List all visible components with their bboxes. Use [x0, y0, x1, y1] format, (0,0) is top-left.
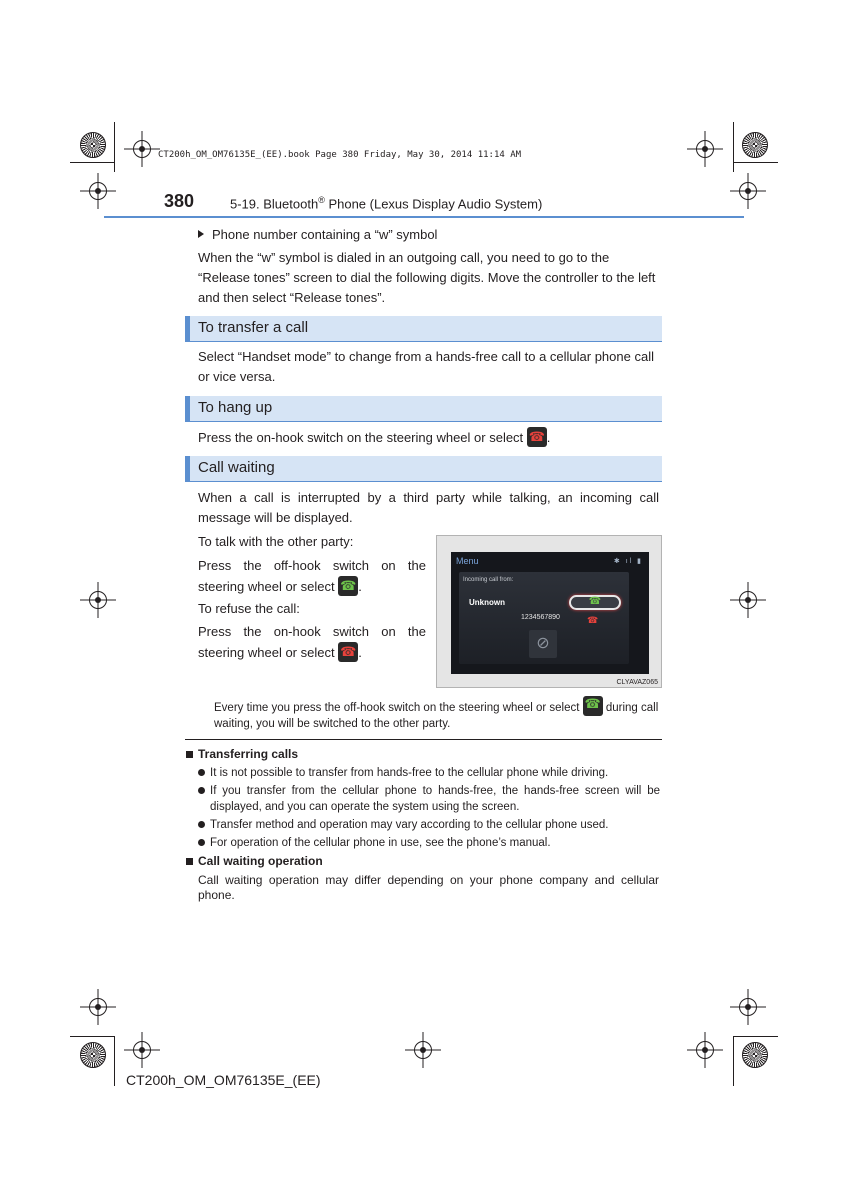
crop-mark [114, 1036, 115, 1086]
caller-name: Unknown [469, 598, 505, 607]
talk-label: To talk with the other party: [198, 534, 354, 549]
info-item: Transfer method and operation may vary according to the cellular phone used. [198, 817, 660, 833]
registration-mark [696, 1041, 714, 1059]
info-item: For operation of the cellular phone in use, see the phone’s manual. [198, 835, 660, 851]
section-divider [185, 739, 662, 740]
image-code: CLYAVAZ065 [616, 679, 658, 686]
caller-number: 1234567890 [521, 614, 560, 621]
hang-up-phone-icon [338, 642, 358, 662]
triangle-bullet-icon [198, 230, 204, 238]
block-icon[interactable] [529, 630, 557, 658]
accept-call-button[interactable] [569, 595, 621, 610]
registration-mark [414, 1041, 432, 1059]
hang-up-text: Press the on-hook switch on the steering wheel or select ☎ . [198, 427, 659, 448]
registration-mark [739, 591, 757, 609]
refuse-instruction: Press the on-hook switch on the steering wheel or select ☎ . [198, 622, 426, 663]
crop-mark [734, 1036, 778, 1037]
incoming-call-label: Incoming call from: [463, 577, 514, 583]
call-waiting-note: Every time you press the off-hook switch on the steering wheel or select ☎ during call waiting, you will be switched to the other party. [214, 696, 660, 732]
square-bullet-icon [186, 858, 193, 865]
registration-mark [133, 1041, 151, 1059]
section-hang-up: To hang up [185, 396, 662, 422]
sunburst-mark [80, 132, 106, 158]
display-screen [451, 552, 649, 674]
square-bullet-icon [186, 751, 193, 758]
release-tones-paragraph: When the “w” symbol is dialed in an outgoing call, you need to go to the “Release tones” screen to dial the following digits. Move the controller to the left and then select “Release tones”. [198, 250, 656, 305]
info-item: If you transfer from the cellular phone to hands-free, the hands-free screen will be displayed, and you can operate the system using the screen. [198, 783, 660, 815]
transferring-calls-heading: Transferring calls [186, 747, 298, 761]
dot-bullet-icon [198, 769, 205, 776]
decline-call-icon[interactable]: ☎ [587, 616, 599, 626]
page-number: 380 [164, 191, 195, 211]
chapter-title: 5-19. Bluetooth® Phone (Lexus Display Audio System) [230, 195, 543, 212]
call-waiting-screen-illustration [436, 535, 662, 688]
crop-mark [733, 1036, 734, 1086]
bullet-phone-number: Phone number containing a “w” symbol [198, 225, 659, 245]
crop-mark [70, 162, 114, 163]
print-info: CT200h_OM_OM76135E_(EE).book Page 380 Friday, May 30, 2014 11:14 AM [158, 150, 522, 160]
hang-up-phone-icon [527, 427, 547, 447]
sunburst-mark [742, 1042, 768, 1068]
registration-mark [89, 998, 107, 1016]
crop-mark [733, 122, 734, 172]
crop-mark [734, 162, 778, 163]
registration-mark [696, 140, 714, 158]
answer-phone-icon [583, 696, 603, 716]
section-transfer-call: To transfer a call [185, 316, 662, 342]
sunburst-mark [80, 1042, 106, 1068]
header-rule [104, 216, 744, 218]
transfer-call-text: Select “Handset mode” to change from a hands-free call to a cellular phone call or vice versa. [198, 349, 654, 384]
crop-mark [70, 1036, 114, 1037]
registration-mark [133, 140, 151, 158]
talk-instruction: Press the off-hook switch on the steering wheel or select ☎ . [198, 556, 426, 597]
section-call-waiting: Call waiting [185, 456, 662, 482]
call-waiting-operation-heading: Call waiting operation [186, 854, 323, 868]
dot-bullet-icon [198, 787, 205, 794]
sunburst-mark [742, 132, 768, 158]
dot-bullet-icon [198, 839, 205, 846]
call-waiting-text: When a call is interrupted by a third party while talking, an incoming call message will be displayed. [198, 490, 659, 525]
refuse-label: To refuse the call: [198, 601, 300, 616]
footer-code: CT200h_OM_OM76135E_(EE) [126, 1072, 321, 1088]
page-header [104, 190, 744, 220]
info-item: It is not possible to transfer from hands-free to the cellular phone while driving. [198, 765, 660, 781]
call-waiting-operation-text: Call waiting operation may differ depending on your phone company and cellular phone. [198, 873, 659, 902]
dot-bullet-icon [198, 821, 205, 828]
menu-label: Menu [456, 556, 479, 566]
registration-mark [739, 998, 757, 1016]
status-icons: ✱ ıl ▮ [613, 558, 643, 565]
answer-phone-icon [338, 576, 358, 596]
crop-mark [114, 122, 115, 172]
registration-mark [89, 591, 107, 609]
